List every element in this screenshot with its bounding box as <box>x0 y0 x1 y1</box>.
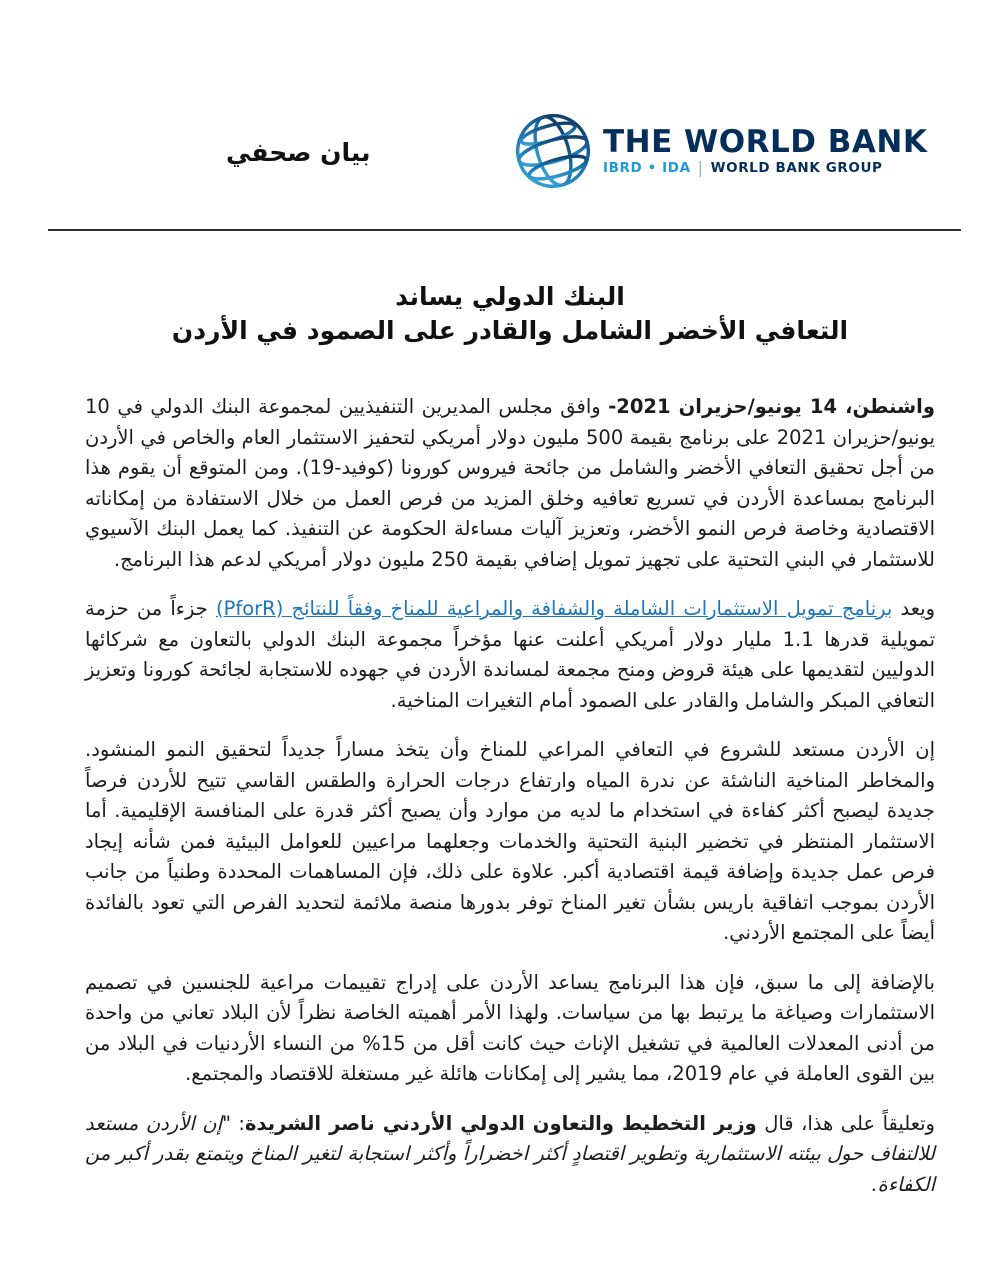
paragraph-program-lead: ويعد <box>892 597 936 620</box>
page-title-line1: البنك الدولي يساند <box>395 282 625 311</box>
page-title <box>85 280 935 348</box>
world-bank-logo-text <box>603 125 927 177</box>
document-body <box>85 280 935 1219</box>
paragraph-announcement <box>85 392 935 575</box>
quote-lead: وتعليقاً على هذا، قال <box>756 1111 935 1135</box>
minister-quote-text: "إن الأردن مستعد للالتفاف حول بيئته الاستثمارية وتطوير اقتصادٍ أكثر اخضراراً وأكثر استجابة لتغير المناخ ويتمتع بقدر أكبر من الكفاءة. <box>85 1111 935 1196</box>
minister-name: وزير التخطيط والتعاون الدولي الأردني ناصر الشريدة <box>244 1111 757 1135</box>
pforr-program-link[interactable]: برنامج تمويل الاستثمارات الشاملة والشفافة والمراعية للمناخ وفقاً للنتائج (PforR) <box>215 597 893 620</box>
press-release-label: بيان صحفي <box>226 138 371 167</box>
logo-world-bank-group-label: WORLD BANK GROUP <box>710 160 883 176</box>
world-bank-logo <box>512 110 927 192</box>
paragraph-climate-recovery: إن الأردن مستعد للشروع في التعافي المراعي للمناخ وأن يتخذ مساراً جديداً لتحقيق النمو المنشود. والمخاطر المناخية الناشئة عن ندرة المياه وارتفاع درجات الحرارة والطقس القاسي تتيح للأردن فرصاً جديدة ليصبح أكثر كفاءة في استخدام ما لديه من موارد وأن يصبح أكثر قدرة على المنافسة الإقليمية. أما الاستثمار المنتظر في تخضير البنية التحتية والخدمات وجعلهما مراعيين للعوامل البيئية فمن شأنه إيجاد فرص عمل جديدة وإضافة قيمة اقتصادية أكبر. علاوة على ذلك، فإن المساهمات المحددة وطنياً من جانب الأردن بموجب اتفاقية باريس بشأن تغير المناخ توفر بدورها منصة ملائمة لتحديد الفرص التي تعود بالفائدة أيضاً على المجتمع الأردني. <box>85 738 935 944</box>
logo-subtitle <box>603 159 927 177</box>
page-title-line2: التعافي الأخضر الشامل والقادر على الصمود في الأردن <box>171 316 849 345</box>
paragraph-program-text: جزءاً من حزمة تمويلية قدرها 1.1 مليار دولار أمريكي أعلنت عنها مؤخراً مجموعة البنك الدولي بالتعاون مع شركائها الدوليين لتقديمها على هيئة قروض ومنح مجمعة لمساندة الأردن في جهوده للاستجابة لجائحة كورونا وتعزيز التعافي المبكر والشامل والقادر على الصمود أمام التغيرات المناخية. <box>85 597 936 712</box>
logo-ibrd-ida-label: IBRD • IDA <box>603 160 691 176</box>
logo-title: THE WORLD BANK <box>603 124 928 160</box>
dateline: واشنطن، 14 يونيو/حزيران 2021- <box>608 395 935 418</box>
header-divider <box>48 229 961 231</box>
paragraph-program <box>85 594 935 716</box>
quote-colon: : <box>230 1111 245 1135</box>
world-bank-globe-icon <box>512 110 594 192</box>
logo-separator: | <box>697 158 704 177</box>
paragraph-announcement-text: وافق مجلس المديرين التنفيذيين لمجموعة البنك الدولي في 10 يونيو/حزيران 2021 على برنامج بقيمة 500 مليون دولار أمريكي لتحفيز الاستثمار العام والخاص في الأردن من أجل تحقيق التعافي الأخضر والشامل من جائحة فيروس كورونا (كوفيد-19). ومن المتوقع أن يقوم هذا البرنامج بمساعدة الأردن في تسريع تعافيه وخلق المزيد من فرص العمل من خلال الاستفادة من إمكاناته الاقتصادية وخاصة فرص النمو الأخضر، وتعزيز آليات مساءلة الحكومة عن التنفيذ. كما يعمل البنك الآسيوي للاستثمار في البني التحتية على تجهيز تمويل إضافي بقيمة 250 مليون دولار أمريكي لدعم هذا البرنامج. <box>85 395 935 571</box>
paragraph-gender: بالإضافة إلى ما سبق، فإن هذا البرنامج يساعد الأردن على إدراج تقييمات مراعية للجنسين في تصميم الاستثمارات وصياغة ما يرتبط بها من سياسات. ولهذا الأمر أهميته الخاصة نظراً لأن البلاد تعاني من واحدة من أدنى المعدلات العالمية في تشغيل الإناث حيث كانت أقل من 15% من النساء الأردنيات في البلاد من بين القوى العاملة في عام 2019، مما يشير إلى إمكانات هائلة غير مستغلة للاقتصاد والمجتمع. <box>85 970 935 1085</box>
paragraph-minister-quote <box>85 1109 935 1201</box>
